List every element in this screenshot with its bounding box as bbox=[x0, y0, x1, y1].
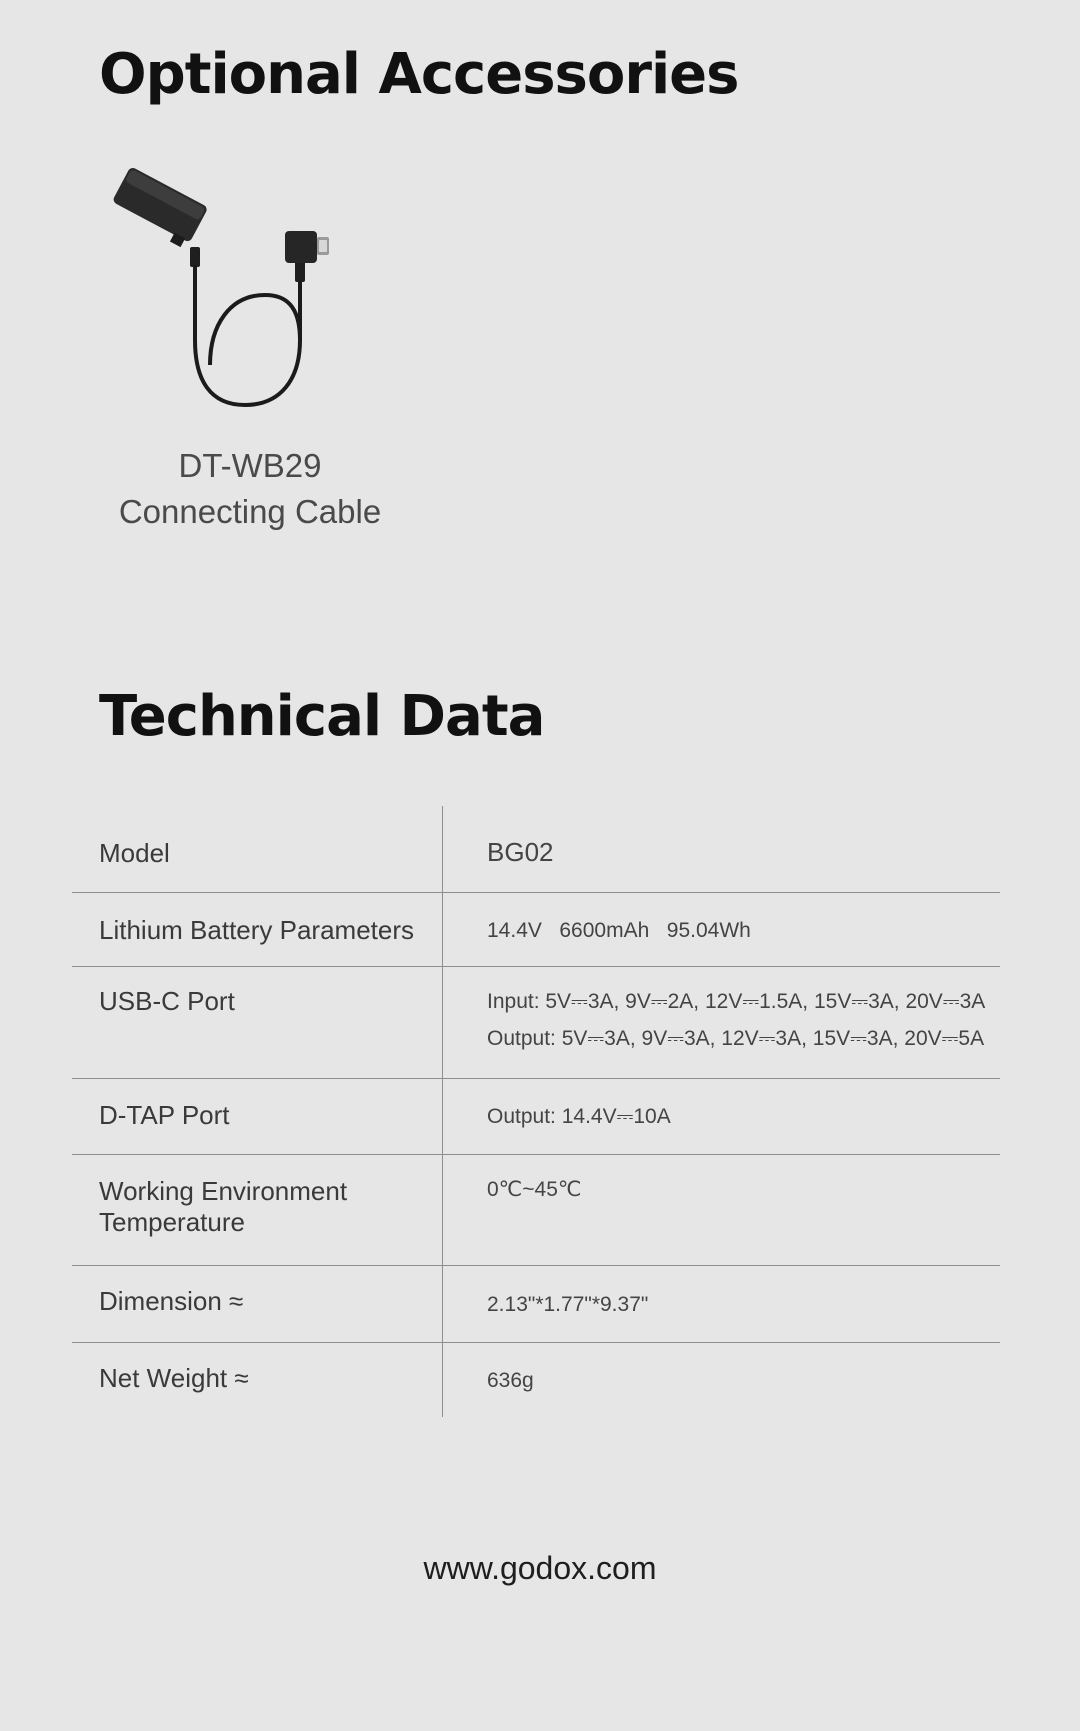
technical-data-title: Technical Data bbox=[99, 684, 545, 749]
table-row-dtap bbox=[72, 1079, 1000, 1155]
row-value-line1: Input: 5V⎓3A, 9V⎓2A, 12V⎓1.5A, 15V⎓3A, 20V⎓3A bbox=[487, 990, 986, 1013]
row-label: Net Weight ≈ bbox=[99, 1363, 249, 1393]
row-label-line2: Temperature bbox=[99, 1207, 245, 1237]
accessory-name: Connecting Cable bbox=[118, 493, 382, 530]
row-value: 0℃~45℃ bbox=[487, 1178, 582, 1201]
row-label: Lithium Battery Parameters bbox=[99, 915, 415, 945]
table-row-usb-c bbox=[72, 967, 1000, 1079]
row-label-line1: Working Environment bbox=[99, 1176, 348, 1206]
row-label: D-TAP Port bbox=[99, 1100, 230, 1130]
technical-data-table bbox=[72, 806, 1000, 1417]
table-row-dimension bbox=[72, 1266, 1000, 1343]
row-label: Model bbox=[99, 838, 170, 868]
table-row-battery bbox=[72, 893, 1000, 967]
row-label: USB-C Port bbox=[99, 986, 235, 1016]
row-value: 2.13"*1.77"*9.37" bbox=[487, 1293, 649, 1316]
accessory-caption bbox=[100, 443, 400, 535]
row-value: BG02 bbox=[487, 837, 554, 867]
row-value-line2: Output: 5V⎓3A, 9V⎓3A, 12V⎓3A, 15V⎓3A, 20V⎓5A bbox=[487, 1027, 985, 1050]
row-value: 636g bbox=[487, 1369, 534, 1392]
row-value: Output: 14.4V⎓10A bbox=[487, 1105, 671, 1128]
table-row-model bbox=[72, 806, 1000, 893]
row-label: Dimension ≈ bbox=[99, 1286, 244, 1316]
row-value: 14.4V 6600mAh 95.04Wh bbox=[487, 919, 751, 942]
connecting-cable-icon bbox=[110, 165, 340, 420]
accessory-model: DT-WB29 bbox=[178, 447, 322, 484]
table-row-temperature bbox=[72, 1155, 1000, 1266]
table-row-weight bbox=[72, 1343, 1000, 1417]
footer-website: www.godox.com bbox=[423, 1550, 657, 1586]
accessories-title: Optional Accessories bbox=[99, 42, 739, 107]
